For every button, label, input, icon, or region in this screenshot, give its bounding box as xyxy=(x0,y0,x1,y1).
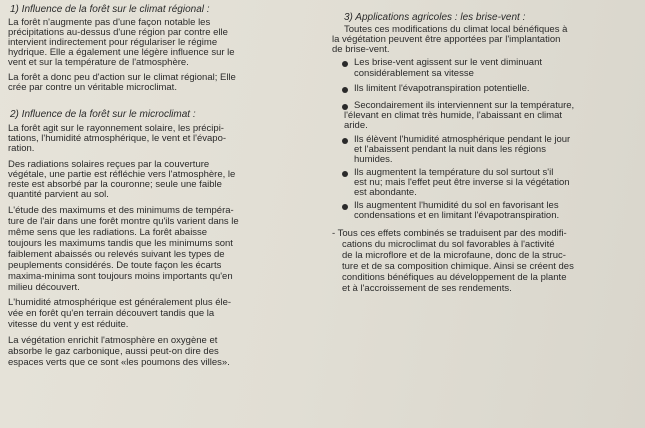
conclusion-line: de la microflore et de la microfaune, donc de la struc- xyxy=(342,250,566,261)
paragraph-line: espaces verts que ce sont «les poumons des villes». xyxy=(8,357,230,368)
bullet-line: aride. xyxy=(344,120,368,131)
paragraph-line: précipitations au-dessus d'une région par contre elle xyxy=(8,27,228,38)
paragraph-line: de brise-vent. xyxy=(332,44,390,55)
bullet-line: est nu; mais l'effet peut être inverse si la végétation xyxy=(354,177,570,188)
conclusion-line: cations du microclimat du sol favorables à l'activité xyxy=(342,239,555,250)
conclusion-line: - Tous ces effets combinés se traduisent par des modifi- xyxy=(332,228,567,239)
paragraph-line: la végétation peuvent être apportées par l'implantation xyxy=(332,34,561,45)
paragraph-line: vent et sur la température de l'atmosphère. xyxy=(8,57,189,68)
paragraph-line: reste est absorbé par la couronne; seule une faible xyxy=(8,179,222,190)
bullet-line: Ils limitent l'évapotranspiration potentielle. xyxy=(354,83,530,94)
section-3-title: 3) Applications agricoles : les brise-vent : xyxy=(344,12,526,23)
paragraph-line: Des radiations solaires reçues par la couverture xyxy=(8,159,210,170)
paragraph-line: L'humidité atmosphérique est généralement plus éle- xyxy=(8,297,232,308)
paragraph-line: La végétation enrichit l'atmosphère en oxygène et xyxy=(8,335,218,346)
conclusion-line: et à l'accroissement de ses rendements. xyxy=(342,283,512,294)
bullet-line: condensations et en limitant l'évapotranspiration. xyxy=(354,210,560,221)
bullet-line: Ils élèvent l'humidité atmosphérique pendant le jour xyxy=(354,134,571,145)
conclusion-line: ture et de sa composition chimique. Ainsi se créent des xyxy=(342,261,574,272)
bullet-icon xyxy=(342,61,348,67)
paragraph-line: faiblement abaissés ou relevés suivant les types de xyxy=(8,249,225,260)
paragraph-line: Toutes ces modifications du climat local bénéfiques à xyxy=(344,24,568,35)
section-1-title: 1) Influence de la forêt sur le climat régional : xyxy=(10,4,210,15)
paragraph-line: milieu découvert. xyxy=(8,282,80,293)
paragraph-line: toujours les maximums tandis que les minimums sont xyxy=(8,238,233,249)
bullet-line: Secondairement ils interviennent sur la température, xyxy=(354,100,575,111)
paragraph-line: quantité parvient au sol. xyxy=(8,189,109,200)
paragraph-line: La forêt n'augmente pas d'une façon notable les xyxy=(8,17,211,28)
bullet-line: et l'abaissent pendant la nuit dans les régions xyxy=(354,144,546,155)
paragraph-line: La forêt a donc peu d'action sur le climat régional; Elle xyxy=(8,72,236,83)
conclusion-line: conditions bénéfiques au développement de la plante xyxy=(342,272,567,283)
paragraph-line: ration. xyxy=(8,143,35,154)
paragraph-line: La forêt agit sur le rayonnement solaire, les précipi- xyxy=(8,123,224,134)
paragraph-line: L'étude des maximums et des minimums de tempéra- xyxy=(8,205,234,216)
bullet-line: Ils augmentent la température du sol surtout s'il xyxy=(354,167,554,178)
paragraph-line: intervient indirectement pour régulariser le régime xyxy=(8,37,218,48)
bullet-line: Les brise-vent agissent sur le vent diminuant xyxy=(354,57,542,68)
bullet-line: Ils augmentent l'humidité du sol en favorisant les xyxy=(354,200,559,211)
paragraph-line: tations, l'humidité atmosphérique, le vent et l'évapo- xyxy=(8,133,227,144)
paragraph-line: végétale, une partie est réfléchie vers l'atmosphère, le xyxy=(8,169,236,180)
paragraph-line: maxima-minima sont toujours moins importants qu'en xyxy=(8,271,233,282)
paragraph-line: peuplements considérés. De toute façon les écarts xyxy=(8,260,222,271)
bullet-line: considérablement sa vitesse xyxy=(354,68,474,79)
bullet-icon xyxy=(342,138,348,144)
paragraph-line: hydrique. Elle a également une légère influence sur le xyxy=(8,47,235,58)
bullet-icon xyxy=(342,171,348,177)
paragraph-line: absorbe le gaz carbonique, aussi peut-on dire des xyxy=(8,346,219,357)
paragraph-line: même sens que les radiations. La forêt abaisse xyxy=(8,227,208,238)
bullet-icon xyxy=(342,87,348,93)
paragraph-line: vée en forêt qu'en terrain découvert tandis que la xyxy=(8,308,215,319)
bullet-line: l'élevant en climat très humide, l'abaissant en climat xyxy=(344,110,563,121)
paragraph-line: vitesse du vent y est réduite. xyxy=(8,319,129,330)
bullet-line: est abondante. xyxy=(354,187,417,198)
paragraph-line: ture de l'air dans une forêt montre qu'ils varient dans le xyxy=(8,216,239,227)
bullet-line: humides. xyxy=(354,154,393,165)
paragraph-line: crée par contre un véritable microclimat. xyxy=(8,82,177,93)
bullet-icon xyxy=(342,204,348,210)
section-2-title: 2) Influence de la forêt sur le microclimat : xyxy=(10,109,196,120)
